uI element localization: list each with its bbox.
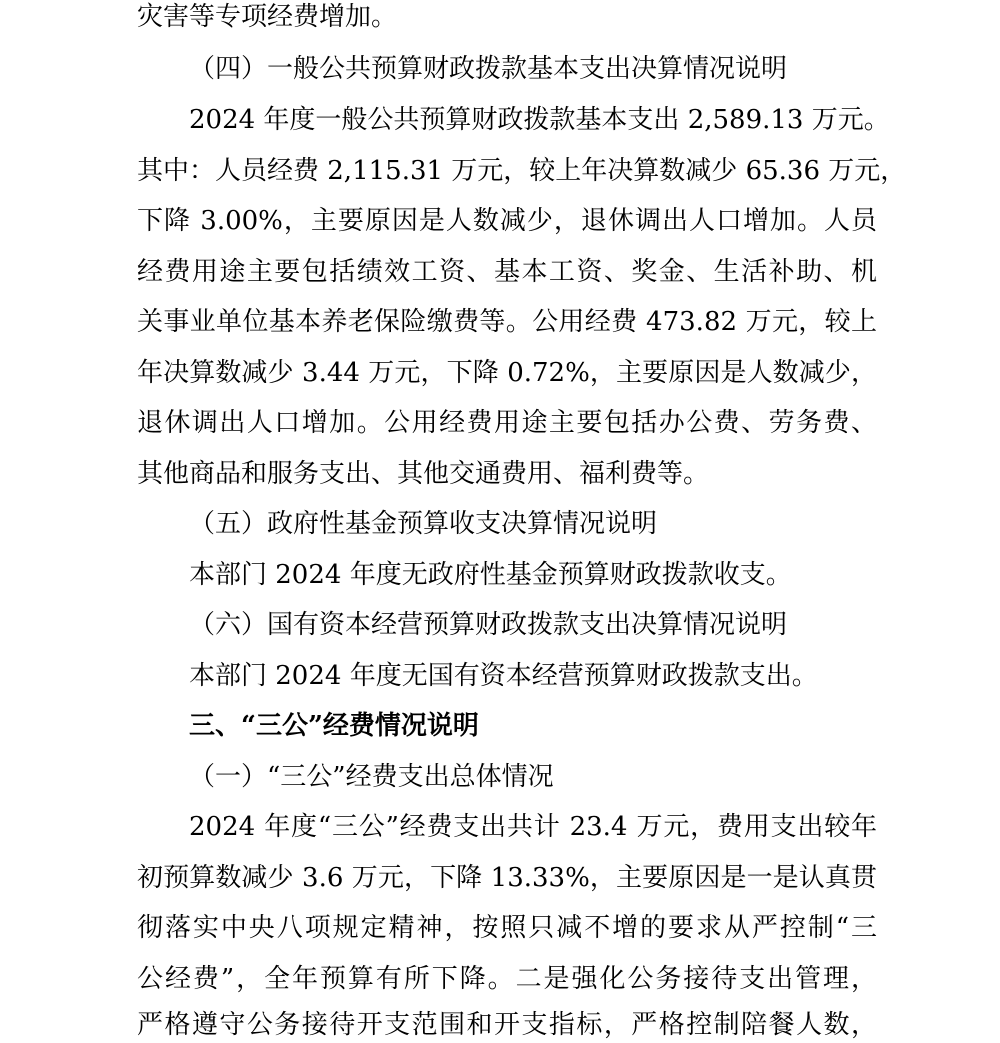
paragraph-line: 经费用途主要包括绩效工资、基本工资、奖金、生活补助、机 [137,257,877,287]
paragraph-line: 其他商品和服务支出、其他交通费用、福利费等。 [137,459,710,489]
section-heading-3: 三、“三公”经费情况说明 [189,711,479,741]
paragraph-line: 严格遵守公务接待开支范围和开支指标，严格控制陪餐人数， [137,1010,877,1040]
subsection-heading-1: （一）“三公”经费支出总体情况 [189,762,554,792]
paragraph-line: 2024 年度一般公共预算财政拨款基本支出 2,589.13 万元。 [189,105,890,135]
paragraph-line: 公经费”，全年预算有所下降。二是强化公务接待支出管理， [137,964,877,994]
paragraph-line: 初预算数减少 3.6 万元，下降 13.33%，主要原因是一是认真贯 [137,863,877,893]
section-heading-5: （五）政府性基金预算收支决算情况说明 [189,509,658,539]
paragraph-line: 彻落实中央八项规定精神，按照只减不增的要求从严控制“三 [137,913,877,943]
paragraph-line: 退休调出人口增加。公用经费用途主要包括办公费、劳务费、 [137,408,877,438]
paragraph-line: 下降 3.00%，主要原因是人数减少，退休调出人口增加。人员 [137,206,877,236]
paragraph-line: 其中：人员经费 2,115.31 万元，较上年决算数减少 65.36 万元， [137,156,907,186]
section-heading-6: （六）国有资本经营预算财政拨款支出决算情况说明 [189,610,788,640]
paragraph-line: 本部门 2024 年度无政府性基金预算财政拨款收支。 [189,560,792,590]
text-line-continuation: 灾害等专项经费增加。 [137,2,398,32]
paragraph-line: 本部门 2024 年度无国有资本经营预算财政拨款支出。 [189,661,818,691]
paragraph-line: 年决算数减少 3.44 万元，下降 0.72%，主要原因是人数减少， [137,358,877,388]
paragraph-line: 2024 年度“三公”经费支出共计 23.4 万元，费用支出较年 [189,812,877,842]
paragraph-line: 关事业单位基本养老保险缴费等。公用经费 473.82 万元，较上 [137,307,877,337]
section-heading-4: （四）一般公共预算财政拨款基本支出决算情况说明 [189,54,788,84]
